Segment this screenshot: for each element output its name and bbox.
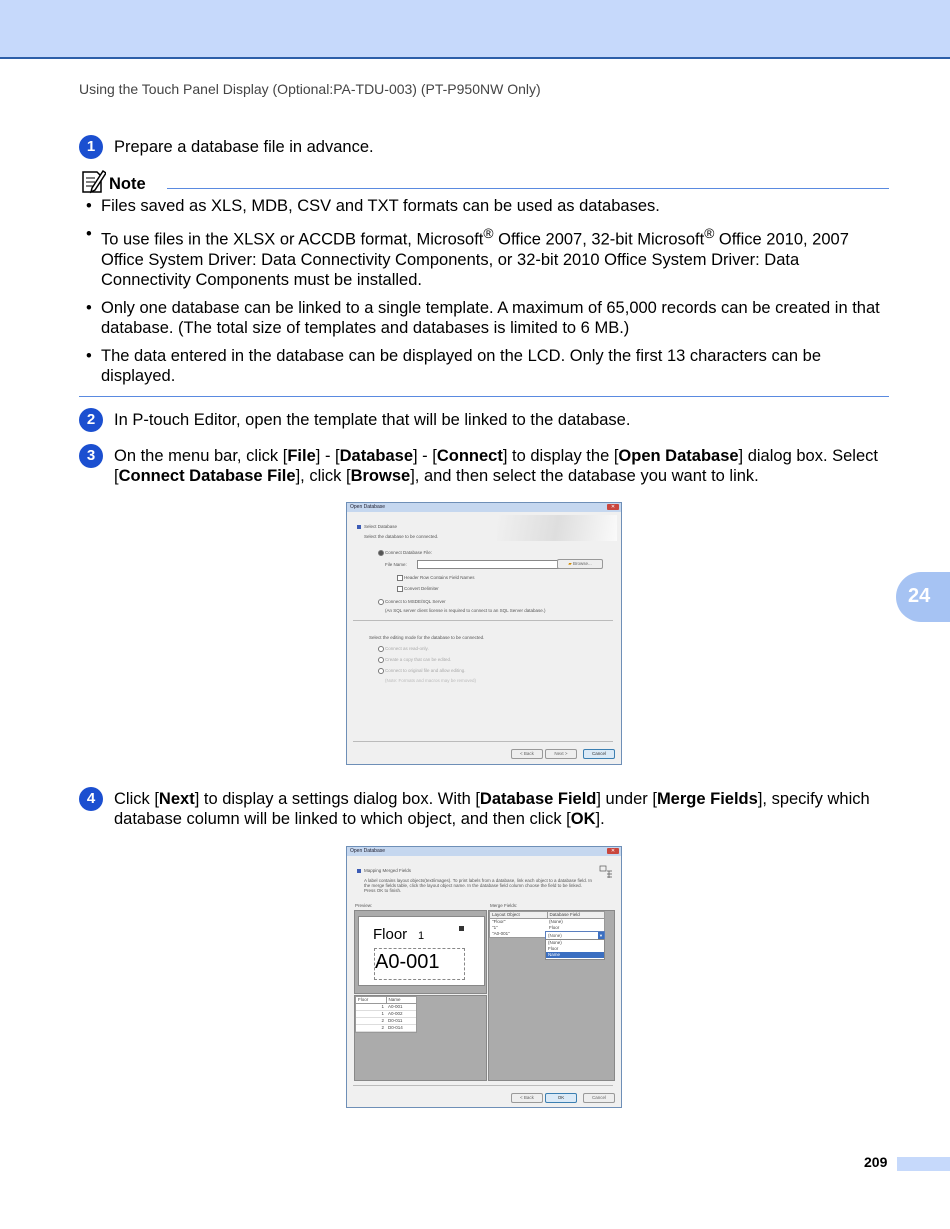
cell-db-field: Floor <box>549 925 560 930</box>
chapter-tab <box>896 572 950 622</box>
cell-name: A0-002 <box>388 1011 403 1016</box>
note-rule <box>167 188 889 189</box>
bullet-dot: • <box>86 346 92 365</box>
section-subtitle: Select the database to be connected. <box>364 534 439 539</box>
dropdown-option[interactable]: Floor <box>548 946 559 951</box>
radio-label: Connect as read-only. <box>385 646 429 651</box>
note-label: Note <box>109 175 146 193</box>
cell-name: A0-001 <box>388 1004 403 1009</box>
bullet-text: To use files in the XLSX or ACCDB format, Microsoft <box>101 230 484 249</box>
note-header <box>79 168 889 198</box>
col-header-name: Name <box>386 997 417 1003</box>
divider <box>353 1085 613 1086</box>
mode-label: Select the editing mode for the database to be connected. <box>369 635 485 640</box>
top-banner <box>0 0 950 59</box>
step-4 <box>79 789 889 829</box>
chapter-number: 24 <box>908 585 931 607</box>
step-number: 4 <box>79 787 103 811</box>
note-bullet <box>79 224 889 290</box>
dialog-titlebar <box>347 847 621 856</box>
cell-floor: 2 <box>381 1018 384 1023</box>
section-title: Mapping Merged Fields <box>364 868 412 873</box>
database-field-dropdown <box>545 939 605 960</box>
radio-label: Connect to MSDE/SQL Server <box>385 599 446 604</box>
cell-floor: 1 <box>381 1004 384 1009</box>
note-bullets <box>79 196 889 394</box>
close-icon[interactable]: ✕ <box>607 504 619 510</box>
cell-db-field: (None) <box>549 919 563 924</box>
step-number: 1 <box>79 135 103 159</box>
preview-number-text: 1 <box>418 930 425 942</box>
merge-fields-label: Merge Fields: <box>490 903 518 908</box>
next-button[interactable]: Next > <box>545 749 577 759</box>
table-row <box>356 1004 416 1011</box>
bullet-dot: • <box>86 197 92 215</box>
section-marker-icon <box>357 525 361 529</box>
checkbox-header-row[interactable] <box>397 575 403 581</box>
step-text: Click [Next] to display a settings dialog box. With [Database Field] under [Merge Fields], specify which database column will be linked to which object, and then click [OK]. <box>114 790 870 828</box>
close-icon[interactable]: ✕ <box>607 848 619 854</box>
database-table <box>355 996 417 1033</box>
ok-button[interactable]: OK <box>545 1093 577 1103</box>
preview-floor-text: Floor <box>373 926 408 943</box>
bullet-text: The data entered in the database can be displayed on the LCD. Only the first 13 characters can be displayed. <box>101 346 822 385</box>
database-field-select[interactable]: (None) ▼ <box>545 931 605 940</box>
col-header-layout: Layout Object <box>492 912 520 917</box>
page-number-bar <box>897 1157 950 1171</box>
step-3 <box>79 446 889 486</box>
cell-name: D0-011 <box>388 1018 403 1023</box>
radio-label: Create a copy that can be edited. <box>385 657 452 662</box>
cell-layout-object: "A0-001" <box>492 931 510 936</box>
preview-label: Preview: <box>355 903 373 908</box>
merge-fields-icon <box>599 865 613 879</box>
step-number: 3 <box>79 444 103 468</box>
dropdown-option[interactable]: Name <box>546 952 604 958</box>
radio-label: Connect Database File: <box>385 550 433 555</box>
bullet-text: Files saved as XLS, MDB, CSV and TXT formats can be used as databases. <box>101 197 660 215</box>
cell-layout-object: "Floor" <box>492 919 506 924</box>
bullet-dot: • <box>86 225 92 243</box>
dialog-description: A label contains layout objects(text/images). To print labels from a database, link each object to a database field. In the merge fields table, click the layout object name. In the database field column choose the field to be linked. Press OK to finish. <box>364 878 593 893</box>
note-end-rule <box>79 396 889 397</box>
note-bullet <box>79 346 889 386</box>
table-row <box>356 1025 416 1032</box>
step-number: 2 <box>79 408 103 432</box>
cancel-button[interactable]: Cancel <box>583 1093 615 1103</box>
registered-mark: ® <box>483 226 494 241</box>
divider <box>353 620 613 621</box>
table-row <box>356 1018 416 1025</box>
table-header <box>490 912 604 919</box>
file-name-label: File Name: <box>385 562 407 567</box>
radio-mode-copy[interactable] <box>378 657 384 663</box>
checkbox-label: Convert Delimiter <box>404 586 439 591</box>
divider <box>353 741 613 742</box>
table-row <box>356 1011 416 1018</box>
radio-label: Connect to original file and allow editing. <box>385 668 466 673</box>
file-name-input[interactable] <box>417 560 559 569</box>
back-button[interactable]: < Back <box>511 749 543 759</box>
section-title: Select Database <box>364 524 398 529</box>
col-header-floor: Floor <box>358 997 369 1002</box>
dialog-titlebar <box>347 503 621 512</box>
col-header-db-field: Database Field <box>547 912 605 918</box>
cancel-button[interactable]: Cancel <box>583 749 615 759</box>
bullet-text: Office 2007, 32-bit Microsoft <box>498 230 705 249</box>
radio-mode-readonly[interactable] <box>378 646 384 652</box>
folder-icon: ▰ <box>568 561 572 566</box>
dialog-title: Open Database <box>350 504 386 510</box>
note-bullet <box>79 196 889 216</box>
open-database-dialog-screenshot <box>346 502 622 765</box>
table-header <box>356 997 416 1004</box>
radio-connect-file[interactable] <box>378 550 384 556</box>
checkbox-convert-delimiter[interactable] <box>397 586 403 592</box>
browse-button[interactable]: ▰ Browse... <box>557 559 603 569</box>
barcode-icon <box>459 926 464 931</box>
bullet-text: Only one database can be linked to a single template. A maximum of 65,000 records can be created in that database. (The total size of templates and databases is limited to 6 MB.) <box>101 298 880 337</box>
note-pencil-icon <box>80 168 106 194</box>
registered-mark: ® <box>704 226 715 241</box>
page-number: 209 <box>864 1154 888 1170</box>
mapping-fields-dialog-screenshot <box>346 846 622 1108</box>
step-2 <box>79 410 889 430</box>
bullet-text: Office 2010, 2007 Office System Driver: Data Connectivity Components, or 32-bit 2010 Office System Driver: Data Connectivity Components must be installed. <box>101 230 849 289</box>
radio-connect-sql[interactable] <box>378 599 384 605</box>
step-text: Prepare a database file in advance. <box>114 138 374 156</box>
dialog-title: Open Database <box>350 848 386 854</box>
header-swoosh <box>497 515 617 541</box>
step-text: On the menu bar, click [File] - [Database] - [Connect] to display the [Open Database] dialog box. Select [Connect Database File], click [Browse], and then select the database you want to link. <box>114 447 878 485</box>
checkbox-label: Header Row Contains Field Names <box>404 575 475 580</box>
mode-note: (Note: Formats and macros may be removed) <box>385 678 477 683</box>
dropdown-option[interactable]: (None) <box>548 940 562 945</box>
cell-floor: 2 <box>381 1025 384 1030</box>
chevron-down-icon: ▼ <box>599 933 603 938</box>
section-marker-icon <box>357 869 361 873</box>
back-button[interactable]: < Back <box>511 1093 543 1103</box>
step-1 <box>79 137 889 157</box>
note-bullet <box>79 298 889 338</box>
preview-code-text: A0-001 <box>375 951 440 973</box>
sql-note: (An SQL server client license is required to connect to an SQL Server database.) <box>385 608 546 613</box>
radio-mode-original[interactable] <box>378 668 384 674</box>
step-text: In P-touch Editor, open the template that will be linked to the database. <box>114 411 631 429</box>
bullet-dot: • <box>86 298 92 317</box>
cell-floor: 1 <box>381 1011 384 1016</box>
table-rows <box>356 1004 416 1032</box>
cell-name: D0-014 <box>388 1025 403 1030</box>
cell-layout-object: "1" <box>492 925 498 930</box>
running-header: Using the Touch Panel Display (Optional:PA-TDU-003) (PT-P950NW Only) <box>79 81 541 97</box>
